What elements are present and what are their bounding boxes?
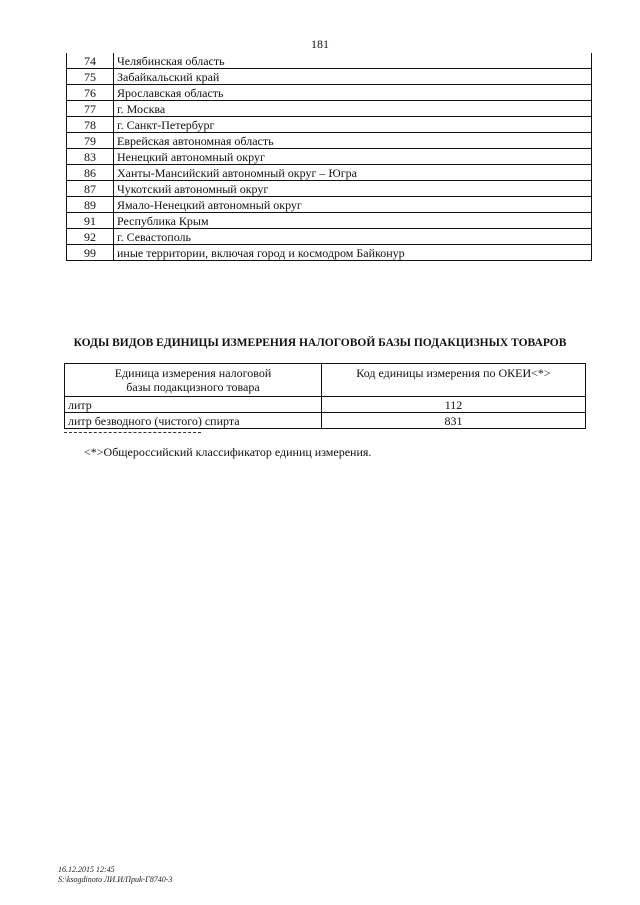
regions-table-body xyxy=(67,53,592,261)
document-timestamp: 16.12.2015 12:45 xyxy=(58,865,115,874)
region-row xyxy=(67,133,592,149)
units-header-unit xyxy=(65,364,322,397)
region-code: 75 xyxy=(67,69,114,85)
page-number: 181 xyxy=(311,37,329,51)
units-header-unit-line2: базы подакцизного товара xyxy=(126,380,260,394)
regions-table xyxy=(66,53,592,261)
region-name: Еврейская автономная область xyxy=(114,133,592,149)
units-table-header-row xyxy=(65,364,586,397)
region-row xyxy=(67,229,592,245)
region-code: 91 xyxy=(67,213,114,229)
region-name: Чукотский автономный округ xyxy=(114,181,592,197)
region-code: 76 xyxy=(67,85,114,101)
region-name: Республика Крым xyxy=(114,213,592,229)
region-row xyxy=(67,213,592,229)
units-table-row xyxy=(65,413,586,429)
region-name: г. Москва xyxy=(114,101,592,117)
units-cell-code: 831 xyxy=(322,413,586,429)
region-code: 74 xyxy=(67,53,114,69)
region-code: 83 xyxy=(67,149,114,165)
region-row xyxy=(67,245,592,261)
footnote-text: <*>Общероссийский классификатор единиц измерения. xyxy=(84,445,372,459)
region-code: 87 xyxy=(67,181,114,197)
units-cell-unit: литр безводного (чистого) спирта xyxy=(65,413,322,429)
region-code: 89 xyxy=(67,197,114,213)
region-row xyxy=(67,149,592,165)
region-row xyxy=(67,69,592,85)
units-table-row xyxy=(65,397,586,413)
document-file-path: S:\ksogdinoto ЛИ.И/Приk-Г8740-3 xyxy=(58,875,173,884)
region-code: 79 xyxy=(67,133,114,149)
region-row xyxy=(67,117,592,133)
region-row xyxy=(67,165,592,181)
region-code: 77 xyxy=(67,101,114,117)
region-name: Ямало-Ненецкий автономный округ xyxy=(114,197,592,213)
region-name: Ненецкий автономный округ xyxy=(114,149,592,165)
region-name: Ярославская область xyxy=(114,85,592,101)
units-cell-code: 112 xyxy=(322,397,586,413)
region-name: Челябинская область xyxy=(114,53,592,69)
region-code: 92 xyxy=(67,229,114,245)
section-title: КОДЫ ВИДОВ ЕДИНИЦЫ ИЗМЕРЕНИЯ НАЛОГОВОЙ БАЗЫ ПОДАКЦИЗНЫХ ТОВАРОВ xyxy=(73,337,567,349)
footnote-separator xyxy=(64,432,201,433)
region-name: г. Севастополь xyxy=(114,229,592,245)
region-row xyxy=(67,197,592,213)
region-row xyxy=(67,101,592,117)
region-row xyxy=(67,85,592,101)
region-name: Забайкальский край xyxy=(114,69,592,85)
region-name: Ханты-Мансийский автономный округ – Югра xyxy=(114,165,592,181)
units-header-unit-line1: Единица измерения налоговой xyxy=(114,366,272,380)
region-row xyxy=(67,181,592,197)
region-code: 86 xyxy=(67,165,114,181)
units-header-code: Код единицы измерения по ОКЕИ<*> xyxy=(322,364,586,397)
units-cell-unit: литр xyxy=(65,397,322,413)
region-row xyxy=(67,53,592,69)
units-table xyxy=(64,363,586,429)
region-name: иные территории, включая город и космодром Байконур xyxy=(114,245,592,261)
region-code: 78 xyxy=(67,117,114,133)
region-name: г. Санкт-Петербург xyxy=(114,117,592,133)
region-code: 99 xyxy=(67,245,114,261)
